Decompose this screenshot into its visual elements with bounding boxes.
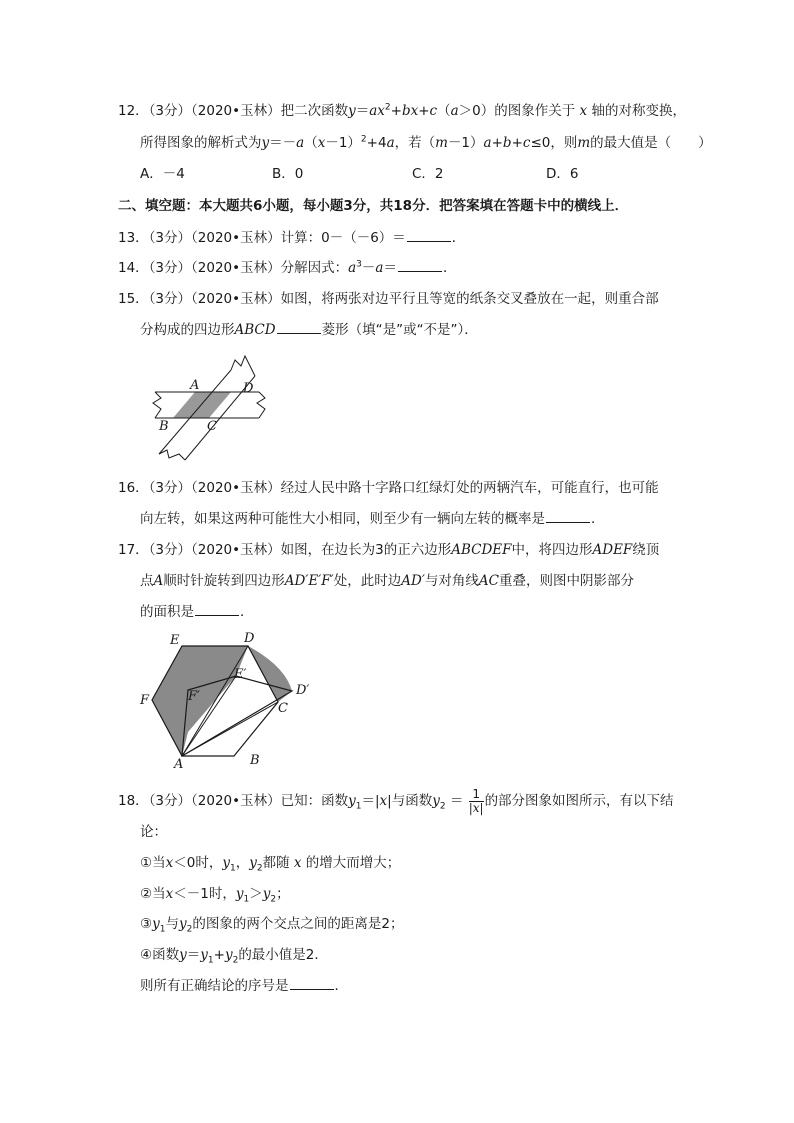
overlap-rhombus [173,392,231,418]
option-c[interactable]: C．2 [412,166,444,182]
question-17-line-2: 点A顺时针旋转到四边形AD′E′F′处，此时边AD′与对角线AC重叠，则图中阴影部分 [140,573,634,589]
option-b[interactable]: B．0 [272,166,304,182]
math-expression: y [348,103,356,119]
label-c: C [278,701,288,716]
question-18-line-1: 18．（3分）（2020•玉林）已知：函数$y_1=|x|$与函数$y_2$ ＝ $\frac{1}{|x|}$ 的部分图象如图所示，有以下结 [118,786,674,815]
label-c: C [207,419,217,434]
label-d: D [243,381,254,396]
question-14: 14．（3分）（2020•玉林）分解因式：$a^3-a=$ ． [118,259,457,276]
label-b: B [159,419,169,434]
label-d: D [244,631,255,646]
conclusion-2: ②当x＜－1时，$y_1>y_2$； [140,886,290,905]
question-17-line-3: 的面积是 ． [140,604,254,620]
label-f-prime: F′ [188,689,200,704]
option-d[interactable]: D．6 [546,166,579,182]
shaded-left [152,646,248,756]
fraction-1-over-abs-x: $\frac{1}{|x|}$ [468,786,484,815]
label-d-prime: D′ [296,683,310,698]
answer-blank[interactable] [407,229,451,242]
label-a: A [174,757,184,770]
question-17-line-1: 17．（3分）（2020•玉林）如图，在边长为3的正六边形ABCDEF中，将四边形ADEF绕顶 [118,542,660,558]
conclusion-3: $③y_1$与$y_2$的图象的两个交点之间的距离是2； [140,916,404,935]
question-18-line-2: 论： [140,824,167,840]
label-b: B [250,753,260,768]
answer-blank[interactable] [195,603,239,616]
label-e-prime: E′ [234,667,247,682]
question-number: 12． [118,103,149,119]
question-16-line-2: 向左转，如果这两种可能性大小相同，则至少有一辆向左转的概率是 ． [140,511,605,527]
question-13: 13．（3分）（2020•玉林）计算：0－（－6）＝ ． [118,230,466,246]
option-a[interactable]: A．－4 [140,166,185,182]
question-meta: （3分）（2020•玉林） [148,103,281,119]
hexagon-rotation-figure [130,628,330,770]
conclusion-4: ④函数$y=y_1+y_2$的最小值是2． [140,947,328,966]
conclusion-1: ①当x＜0时，$y_1$，$y_2$都随 x 的增大而增大； [140,855,401,874]
paper-strips-figure [135,352,275,464]
label-f: F [140,693,150,708]
answer-blank[interactable] [277,321,321,334]
section-2-heading: 二、填空题：本大题共6小题，每小题3分，共18分．把答案填在答题卡中的横线上． [118,198,629,214]
label-a: A [190,378,200,393]
question-12-line-2: 所得图象的解析式为$y=-a(x-1)^2+4a$，若（m－1）a+b+c≤0，则m的最大值是（ ） [140,134,712,151]
answer-blank[interactable] [398,259,442,272]
question-12-line-1: 12．（3分）（2020•玉林）把二次函数$y=ax^2+bx+c(a>0)$的图象作关于 x 轴的对称变换， [118,102,686,119]
question-16-line-1: 16．（3分）（2020•玉林）经过人民中路十字路口红绿灯处的两辆汽车，可能直行，也可能 [118,480,659,496]
label-e: E [170,633,180,648]
answer-blank[interactable] [290,977,334,990]
question-15-line-2: 分构成的四边形ABCD 菱形（填“是”或“不是”）． [140,322,478,338]
question-18-answer-line: 则所有正确结论的序号是 ． [140,978,348,994]
shaded-right [248,646,292,702]
answer-blank[interactable] [546,510,590,523]
question-15-line-1: 15．（3分）（2020•玉林）如图，将两张对边平行且等宽的纸条交叉叠放在一起，则重合部 [118,291,659,307]
